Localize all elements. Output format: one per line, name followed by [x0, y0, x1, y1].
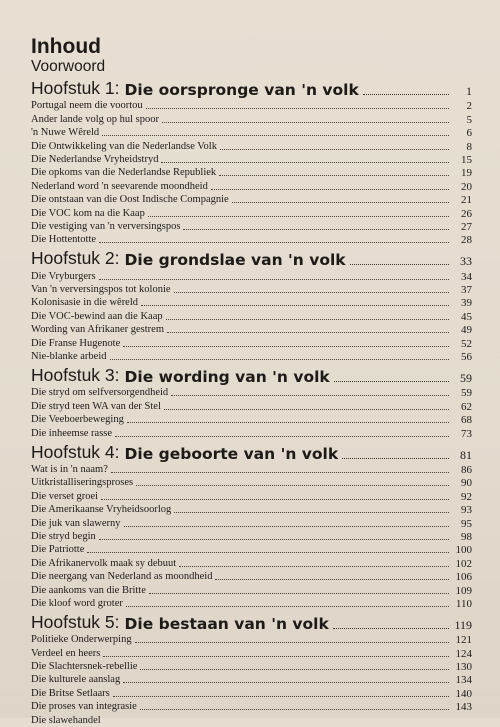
section-entry[interactable] [31, 413, 472, 426]
section-entry[interactable] [31, 336, 472, 349]
section-title: Kolonisasie in die wêreld [31, 297, 139, 309]
dot-leader [215, 579, 449, 580]
page-number: 73 [461, 427, 472, 440]
dot-leader [99, 242, 449, 243]
dot-leader [174, 512, 449, 513]
page-number: 5 [466, 113, 472, 126]
page-number: 62 [461, 400, 472, 413]
section-title: Die Britse Setlaars [31, 687, 110, 699]
section-entry[interactable] [31, 126, 472, 139]
section-title: Uitkristalliseringsproses [31, 477, 134, 489]
section-title: Die Amerikaanse Vryheidsoorlog [31, 504, 172, 516]
page-number: 140 [455, 687, 472, 700]
dot-leader [102, 135, 449, 136]
section-entry[interactable] [31, 686, 472, 699]
section-entry[interactable] [31, 556, 472, 569]
page-number: 86 [461, 463, 472, 476]
page-number: 19 [461, 167, 472, 180]
dot-leader [149, 593, 449, 594]
chapter-title: Die grondslae van 'n volk [124, 251, 346, 270]
section-entry[interactable] [31, 99, 472, 112]
dot-leader [136, 485, 449, 486]
section-entry[interactable] [31, 153, 472, 166]
section-entry[interactable] [31, 583, 472, 596]
page-number: 143 [455, 701, 472, 714]
section-entry[interactable] [31, 489, 472, 502]
dot-leader [161, 162, 449, 163]
table-of-contents [31, 78, 472, 727]
section-title: Portugal neem die voortou [31, 100, 143, 112]
section-title: Die opkoms van die Nederlandse Republiek [31, 167, 217, 179]
section-title: Die inheemse rasse [31, 427, 113, 439]
page-number: 15 [461, 153, 472, 166]
dot-leader [171, 395, 449, 396]
dot-leader [126, 606, 449, 607]
chapter-heading-3[interactable] [31, 365, 472, 386]
chapter-heading-1[interactable] [31, 78, 472, 99]
section-title: Die VOC kom na die Kaap [31, 207, 145, 219]
section-title: Die Patriotte [31, 544, 85, 556]
section-entry[interactable] [31, 673, 472, 686]
dot-leader [110, 359, 449, 360]
dot-leader [148, 216, 449, 217]
section-list [31, 99, 472, 246]
page-number: 27 [461, 220, 472, 233]
section-entry[interactable] [31, 530, 472, 543]
section-list [31, 269, 472, 363]
section-title: Die ontstaan van die Oost Indische Compagnie [31, 194, 229, 206]
chapter-title: Die bestaan van 'n volk [124, 614, 329, 633]
section-entry[interactable] [31, 269, 472, 282]
page-number: 59 [461, 387, 472, 400]
chapter-title: Die wording van 'n volk [124, 368, 330, 387]
section-title: Die stryd begin [31, 530, 96, 542]
page-number: 33 [460, 254, 472, 269]
section-list [31, 633, 472, 727]
dot-leader [166, 319, 449, 320]
section-title: Die kulturele aanslag [31, 674, 121, 686]
dot-leader [146, 108, 449, 109]
section-entry[interactable] [31, 399, 472, 412]
section-title: Die stryd teen WA van der Stel [31, 400, 161, 412]
page-number: 45 [461, 310, 472, 323]
section-title: Wat is in 'n naam? [31, 463, 108, 475]
dot-leader [103, 656, 449, 657]
section-title: Die Ontwikkeling van die Nederlandse Volk [31, 140, 217, 152]
page-number: 28 [461, 234, 472, 247]
section-entry[interactable] [31, 166, 472, 179]
dot-leader [113, 696, 449, 697]
page-number: 110 [455, 597, 472, 610]
dot-leader [164, 409, 449, 410]
section-title: Nie-blanke arbeid [31, 351, 107, 363]
section-entry[interactable] [31, 179, 472, 192]
section-title: Die Franse Hugenote [31, 337, 121, 349]
page-number: 39 [461, 297, 472, 310]
dot-leader [162, 122, 449, 123]
section-entry[interactable] [31, 516, 472, 529]
chapter-label: Hoofstuk 2: [31, 248, 120, 269]
section-entry[interactable] [31, 570, 472, 583]
section-title: Die Vryburgers [31, 270, 96, 282]
dot-leader [334, 381, 449, 382]
page-number: 121 [455, 634, 472, 647]
chapter-title: Die geboorte van 'n volk [124, 444, 339, 463]
section-title: Nederland word 'n seevarende moondheid [31, 180, 208, 192]
section-entry[interactable] [31, 713, 472, 726]
page-number: 6 [466, 127, 472, 140]
page-number: 56 [461, 351, 472, 364]
section-title: Die Veeboerbeweging [31, 414, 124, 426]
page-number: 109 [455, 584, 472, 597]
section-title: Die Afrikanervolk maak sy debuut [31, 557, 177, 569]
chapter-heading-4[interactable] [31, 442, 472, 463]
dot-leader [99, 539, 449, 540]
section-title: Die juk van slawerny [31, 517, 121, 529]
foreword-entry[interactable]: Voorwoord [31, 58, 106, 75]
dot-leader [140, 709, 449, 710]
page-number: 92 [461, 490, 472, 503]
page-number: 98 [461, 530, 472, 543]
page-number: 59 [460, 371, 472, 386]
section-entry[interactable] [31, 139, 472, 152]
section-title: Die Nederlandse Vryheidstryd [31, 153, 159, 165]
page-number: 21 [461, 194, 472, 207]
dot-leader [140, 669, 449, 670]
dot-leader [179, 566, 449, 567]
section-entry[interactable] [31, 476, 472, 489]
page-number: 90 [461, 477, 472, 490]
page-number: 20 [461, 180, 472, 193]
page-number: 2 [466, 100, 472, 113]
page-title: Inhoud [31, 35, 101, 58]
section-title: Verdeel en heers [31, 647, 101, 659]
dot-leader [183, 229, 449, 230]
page-number: 81 [460, 447, 472, 462]
chapter-heading-2[interactable] [31, 248, 472, 269]
dot-leader [211, 189, 449, 190]
page-number: 95 [461, 517, 472, 530]
section-entry[interactable] [31, 296, 472, 309]
section-entry[interactable] [31, 386, 472, 399]
page-number: 26 [461, 207, 472, 220]
section-entry[interactable] [31, 646, 472, 659]
section-title: Die kloof word groter [31, 597, 123, 609]
dot-leader [101, 499, 449, 500]
dot-leader [99, 279, 449, 280]
page-number: 119 [454, 617, 472, 632]
dot-leader [363, 94, 449, 95]
dot-leader [87, 552, 449, 553]
section-title: Wording van Afrikaner gestrem [31, 324, 164, 336]
dot-leader [219, 175, 449, 176]
dot-leader [135, 642, 449, 643]
section-list [31, 386, 472, 440]
chapter-label: Hoofstuk 3: [31, 365, 120, 386]
section-title: Die neergang van Nederland as moondheid [31, 571, 213, 583]
dot-leader [123, 682, 449, 683]
section-title: Die Slachtersnek-rebellie [31, 661, 138, 673]
section-entry[interactable] [31, 463, 472, 476]
page-number: 34 [461, 270, 472, 283]
chapter-label: Hoofstuk 4: [31, 441, 120, 462]
section-entry[interactable] [31, 309, 472, 322]
page-number: 93 [461, 504, 472, 517]
section-entry[interactable] [31, 350, 472, 363]
section-list [31, 463, 472, 610]
dot-leader [141, 305, 449, 306]
page-number: 1 [466, 84, 472, 98]
section-title: Die stryd om selfversorgendheid [31, 387, 169, 399]
section-entry[interactable] [31, 426, 472, 439]
section-title: Ander lande volg op hul spoor [31, 113, 160, 125]
section-title: Die slawehandel [31, 714, 101, 726]
section-title: Die verset groei [31, 490, 99, 502]
section-entry[interactable] [31, 112, 472, 125]
dot-leader [111, 472, 449, 473]
section-title: Van 'n verversingspos tot kolonie [31, 284, 171, 296]
section-entry[interactable] [31, 220, 472, 233]
section-entry[interactable] [31, 503, 472, 516]
page-number: 124 [455, 647, 472, 660]
page-number: 8 [466, 140, 472, 153]
section-entry[interactable] [31, 597, 472, 610]
page-number: 100 [455, 544, 472, 557]
section-title: Politieke Onderwerping [31, 634, 132, 646]
section-entry[interactable] [31, 206, 472, 219]
chapter-heading-5[interactable] [31, 612, 472, 633]
page-number: 37 [461, 284, 472, 297]
page-number: 68 [461, 414, 472, 427]
chapter-label: Hoofstuk 5: [31, 611, 120, 632]
page-number: 130 [455, 661, 472, 674]
dot-leader [124, 526, 449, 527]
dot-leader [232, 202, 449, 203]
section-entry[interactable] [31, 323, 472, 336]
page-number: 52 [461, 337, 472, 350]
page-number: 49 [461, 324, 472, 337]
section-title: Die proses van integrasie [31, 701, 137, 713]
section-entry[interactable] [31, 660, 472, 673]
section-entry[interactable] [31, 233, 472, 246]
page-number: 134 [455, 674, 472, 687]
section-entry[interactable] [31, 633, 472, 646]
section-entry[interactable] [31, 543, 472, 556]
dot-leader [333, 628, 449, 629]
section-title: Die vestiging van 'n verversingspos [31, 220, 181, 232]
dot-leader [123, 346, 449, 347]
dot-leader [115, 436, 449, 437]
chapter-label: Hoofstuk 1: [31, 78, 120, 98]
section-entry[interactable] [31, 283, 472, 296]
section-title: Die aankoms van die Britte [31, 584, 146, 596]
dot-leader [174, 292, 449, 293]
dot-leader [167, 332, 449, 333]
section-title: 'n Nuwe Wêreld [31, 127, 100, 139]
section-title: Die VOC-bewind aan die Kaap [31, 310, 163, 322]
dot-leader [342, 458, 449, 459]
page-number: 106 [455, 571, 472, 584]
dot-leader [127, 422, 449, 423]
page-number: 102 [455, 557, 472, 570]
section-entry[interactable] [31, 700, 472, 713]
dot-leader [220, 149, 449, 150]
section-title: Die Hottentotte [31, 234, 97, 246]
dot-leader [350, 264, 449, 265]
chapter-title: Die oorspronge van 'n volk [124, 81, 359, 99]
section-entry[interactable] [31, 193, 472, 206]
